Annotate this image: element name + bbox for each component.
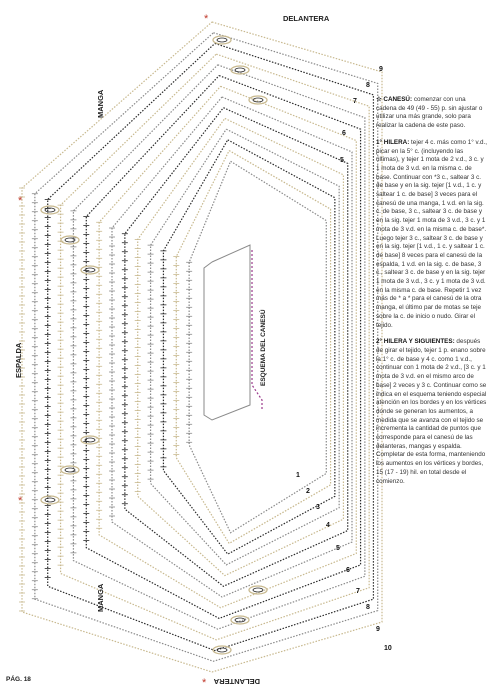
row-number: 5 bbox=[340, 157, 344, 164]
row-number: 8 bbox=[366, 82, 370, 89]
shell-motif bbox=[235, 68, 245, 72]
chart-row-outline bbox=[112, 97, 352, 597]
chart-row-outline bbox=[138, 118, 344, 575]
shell-motif bbox=[41, 206, 59, 214]
row2-paragraph bbox=[376, 338, 488, 486]
row-number: 5 bbox=[336, 545, 340, 552]
shell-motif bbox=[213, 36, 231, 44]
label-espalda: ESPALDA bbox=[14, 342, 23, 378]
row-number: 6 bbox=[346, 567, 350, 574]
row-number: 7 bbox=[356, 588, 360, 595]
pattern-instructions bbox=[376, 96, 488, 494]
row1-paragraph bbox=[376, 139, 488, 330]
label-delantera-bottom: DELANTERA bbox=[213, 677, 260, 686]
star-icon: * bbox=[204, 13, 209, 25]
row2-heading: 2° HILERA Y SIGUIENTES: bbox=[376, 338, 455, 346]
shell-motif bbox=[81, 266, 99, 274]
chart-row-outline bbox=[48, 43, 374, 650]
label-delantera-top: DELANTERA bbox=[283, 14, 330, 23]
chart-row-outline bbox=[73, 65, 364, 629]
label-esquema: ESQUEMA DEL CANESÚ bbox=[260, 309, 267, 386]
row-number: 9 bbox=[379, 66, 383, 73]
shell-motif bbox=[231, 66, 249, 74]
shell-motif bbox=[85, 268, 95, 272]
row-number: 8 bbox=[366, 604, 370, 611]
label-manga-top: MANGA bbox=[96, 89, 105, 118]
page-number: PÁG. 18 bbox=[6, 676, 31, 683]
star-icon: * bbox=[18, 495, 23, 507]
row1-heading: 1° HILERA: bbox=[376, 138, 410, 146]
inner-outline bbox=[204, 245, 250, 420]
shell-motif bbox=[213, 646, 231, 654]
row-number: 4 bbox=[326, 522, 330, 529]
shell-motif bbox=[41, 496, 59, 504]
row-number: 3 bbox=[316, 504, 320, 511]
shell-motif bbox=[65, 468, 75, 472]
shell-motif bbox=[81, 436, 99, 444]
canesu-heading: ☆ CANESÚ: bbox=[376, 96, 413, 103]
shell-motif bbox=[61, 466, 79, 474]
canesu-text: comenzar con una cadena de 49 (49 - 55) p. sin ajustar o utilizar una más grande, solo para realizar la cadena de este paso. bbox=[376, 96, 483, 130]
star-icon: * bbox=[18, 195, 23, 207]
shell-motif bbox=[253, 588, 263, 592]
row1-text: tejer 4 c. más como 1° v.d., picar en la 5° c. (incluyendo las últimas), y tejer 1 mota de 2 v.d., 3 c. y 1 mota de 3 v.d. en la misma c. de base. Continuar con *3 c., saltear 3 c. de base y en la sig. tejer [1 v.d., 1 c. y saltear 1 c. de base] 3 veces para el canesú de una manga, 1 v.d. en la sig. c. de base, 3 c., saltear 3 c. de base y en la sig. tejer 1 mota de 3 v.d., 3 c. y 1 mota de 3 v.d. en la misma c. de base*. Luego tejer 3 c., saltear 3 c. de base y en la sig. tejer [1 v.d., 1 c. y saltear 1 c. de base] 8 veces para el canesú de la espalda, 1 v.d. en la sig. c. de base, 3 c., saltear 3 c. de base y en la sig. tejer 1 mota de 3 v.d., 3 c. y 1 mota de 3 v.d. en la misma c. de base. Repetir 1 vez más de * a * para el canesú de la otra manga, el último par de motas se teje sobre la c. de inicio o nudo. Girar el tejido. bbox=[376, 138, 487, 329]
shell-motif bbox=[217, 38, 227, 42]
row-number: 9 bbox=[376, 626, 380, 633]
label-manga-bottom: MANGA bbox=[96, 583, 105, 612]
star-icon: * bbox=[202, 677, 207, 689]
row-number: 1 bbox=[296, 472, 300, 479]
shell-motif bbox=[61, 236, 79, 244]
row-number: 10 bbox=[384, 645, 392, 652]
shell-motif bbox=[45, 498, 55, 502]
chart-row-outline bbox=[151, 129, 340, 565]
row-number: 2 bbox=[306, 488, 310, 495]
row2-text: después de girar el tejido, tejer 1 p. enano sobre la 1° c. de base y 4 c. como 1 v.d., continuar con 1 mota de 2 v.d., [3 c. y 1 mota de 3 v.d. en el mismo arco de base] 2 veces y 3 c. Continuar como se indica en el esquema teniendo especial atención en los bordes y en los vértices donde se generan los aumentos, a medida que se avanza con el tejido se incrementa la cantidad de puntos que corresponde para el canesú de las delanteras, mangas y espalda. Completar de esta forma, manteniendo los aumentos en los vértices y bordes, 15 (17 - 19) hil. en total desde el comienzo. bbox=[376, 338, 487, 485]
chart-row-outline bbox=[22, 22, 382, 672]
row-number: 6 bbox=[342, 130, 346, 137]
shell-motif bbox=[231, 616, 249, 624]
chart-row-outline bbox=[189, 161, 326, 532]
canesu-paragraph bbox=[376, 96, 488, 131]
row-number: 7 bbox=[353, 98, 357, 105]
shell-motif bbox=[249, 96, 267, 104]
